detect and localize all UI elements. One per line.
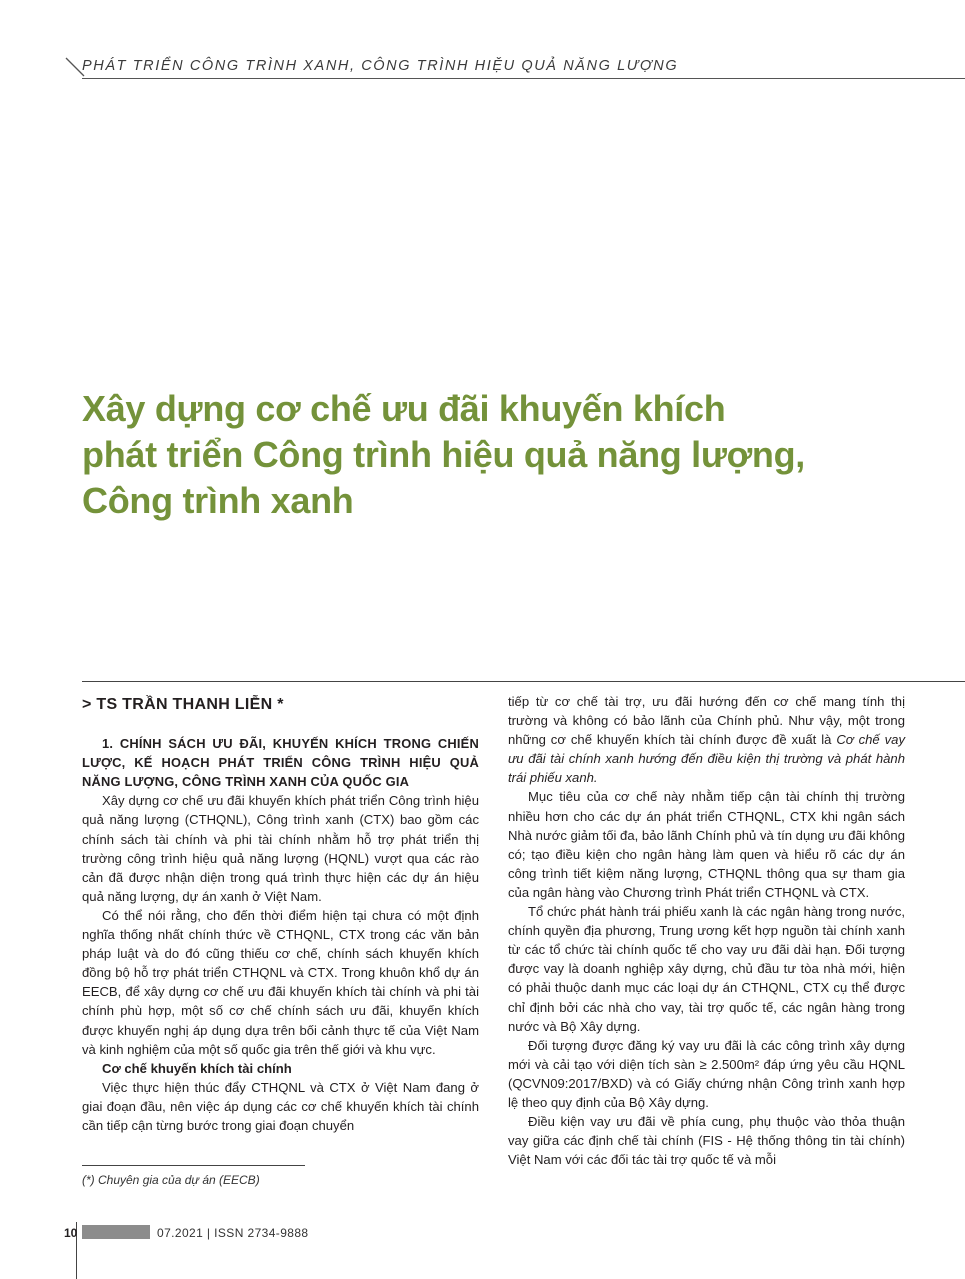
paragraph: Xây dựng cơ chế ưu đãi khuyến khích phát triển Công trình hiệu quả năng lượng (CTHQNL), Công trình xanh (CTX) bao gồm các chính sách tài chính và phi tài chính nhằm hỗ trợ phát triển thị trường công trình hiệu quả năng lượng (HQNL) vượt qua các rào cản đã được nhận diện trong quá trình thực hiện các dự án hiệu quả năng lượng, dự án xanh ở Việt Nam.: [82, 793, 479, 904]
paragraph: Đối tượng được đăng ký vay ưu đãi là các công trình xây dựng mới và cải tạo với diện tích sàn ≥ 2.500m² đáp ứng yêu cầu HQNL (QCVN09:2017/BXD) và có Giấy chứng nhận Công trình xanh hợp lệ theo quy định của Bộ Xây dựng.: [508, 1037, 905, 1110]
page-number: 10: [64, 1226, 78, 1240]
italic-proposal: Cơ chế vay ưu đãi tài chính xanh hướng đến điều kiện thị trường và phát hành trái phiếu xanh.: [508, 732, 906, 786]
issue-info: 07.2021 | ISSN 2734-9888: [157, 1226, 309, 1240]
paragraph-continued: [508, 692, 905, 787]
left-column: [82, 692, 479, 1135]
title-line-1: Xây dựng cơ chế ưu đãi khuyến khích: [82, 388, 726, 429]
section-heading: 1. CHÍNH SÁCH ƯU ĐÃI, KHUYẾN KHÍCH TRONG CHIẾN LƯỢC, KẾ HOẠCH PHÁT TRIỂN CÔNG TRÌNH HIỆU QUẢ NĂNG LƯỢNG, CÔNG TRÌNH XANH CỦA QUỐC GIA: [82, 736, 479, 790]
title-line-3: Công trình xanh: [82, 480, 354, 521]
right-column: [508, 692, 905, 1169]
paragraph: Có thể nói rằng, cho đến thời điểm hiện tại chưa có một định nghĩa thống nhất chính thức về CTHQNL, CTX trong các văn bản pháp luật và do đó cũng thiếu cơ chế, chính sách khuyến khích đồng bộ hỗ trợ phát triển CTHQNL và CTX. Trong khuôn khổ dự án EECB, để xây dựng cơ chế ưu đãi khuyến khích tài chính và phi tài chính phù hợp, một số cơ chế chính sách ưu đãi, khuyến khích được khuyến nghị áp dụng dựa trên bối cảnh thực tế của Việt Nam và kinh nghiệm của một số quốc gia trên thế giới và khu vực.: [82, 907, 479, 1057]
title-line-2: phát triển Công trình hiệu quả năng lượng,: [82, 434, 806, 475]
author-byline: > TS TRẦN THANH LIỄN *: [82, 696, 284, 713]
paragraph: Điều kiện vay ưu đãi về phía cung, phụ thuộc vào thỏa thuận vay giữa các định chế tài chính (FIS - Hệ thống thông tin tài chính) Việt Nam với các đối tác tài trợ quốc tế và mỗi: [508, 1114, 905, 1168]
article-title: [82, 386, 922, 524]
body-divider: [82, 681, 965, 682]
footnote: (*) Chuyên gia của dự án (EECB): [82, 1173, 260, 1187]
paragraph-text: tiếp từ cơ chế tài trợ, ưu đãi hướng đến cơ chế mang tính thị trường và không có bảo lãnh của Chính phủ. Như vậy, một trong những cơ chế khuyến khích tài chính được đề xuất là: [508, 694, 905, 748]
paragraph: Tổ chức phát hành trái phiếu xanh là các ngân hàng trong nước, chính quyền địa phương, Trung ương kết hợp nguồn tài chính xanh từ các tổ chức tài chính quốc tế cho vay ưu đãi dài hạn. Đối tượng được vay là doanh nghiệp xây dựng, chủ đầu tư tòa nhà mới, hiện có phải thuộc danh mục các loại dự án CTHQNL, CTX cụ thể được chỉ định bởi các nhà cho vay, tài trợ quốc tế, các ngân hàng trong nước và Bộ Xây dựng.: [508, 904, 905, 1034]
header-divider: [82, 78, 965, 79]
magazine-logo: [82, 1225, 150, 1239]
paragraph: Mục tiêu của cơ chế này nhằm tiếp cận tài chính thị trường nhiều hơn cho các dự án phát triển CTHQNL, CTX khi ngân sách Nhà nước giảm tối đa, bảo lãnh Chính phủ và tín dụng ưu đãi không có; tạo điều kiện cho ngân hàng làm quen và hiểu rõ các dự án công trình tiết kiệm năng lượng, CTHQNL thông qua sự tham gia của ngân hàng vào Chương trình Phát triển CTHQNL và CTX.: [508, 789, 905, 900]
running-header: PHÁT TRIỂN CÔNG TRÌNH XANH, CÔNG TRÌNH HIỆU QUẢ NĂNG LƯỢNG: [82, 58, 679, 74]
paragraph: Việc thực hiện thúc đẩy CTHQNL và CTX ở Việt Nam đang ở giai đoạn đầu, nên việc áp dụng các cơ chế khuyến khích tài chính cần tiếp cận từng bước trong giai đoạn chuyển: [82, 1079, 479, 1133]
subheading: Cơ chế khuyến khích tài chính: [102, 1060, 292, 1076]
footnote-divider: [82, 1165, 305, 1166]
